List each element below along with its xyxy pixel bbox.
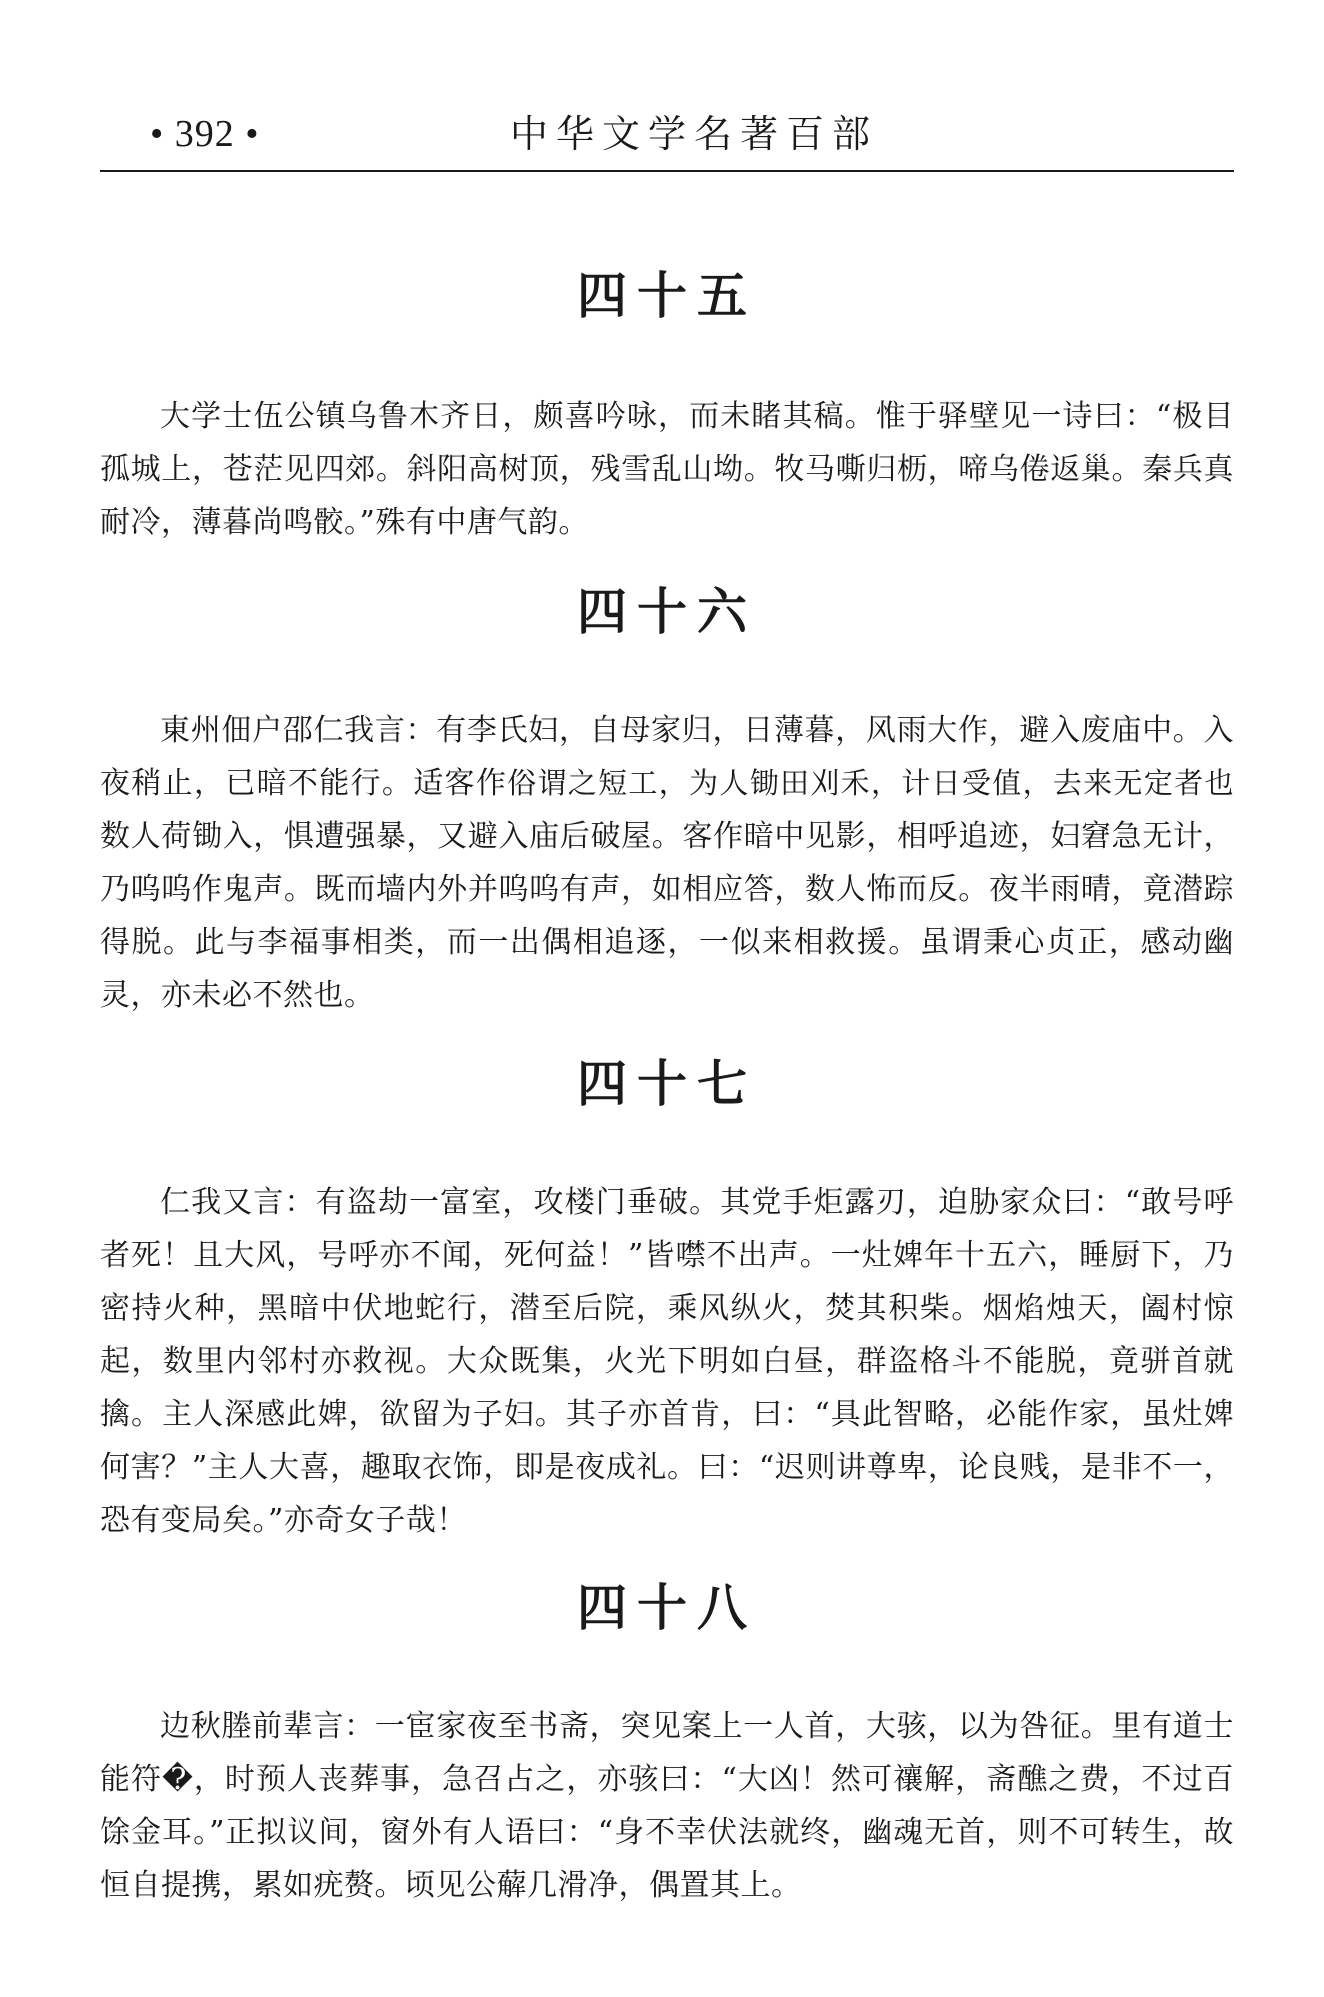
paragraph-text: 仁我又言：有盗劫一富室，攻楼门垂破。其党手炬露刃，迫胁家众曰：“敢号呼者死！且大风，号呼亦不闻，死何益！”皆噤不出声。一灶婢年十五六，睡厨下，乃密持火种，黑暗中伏地蛇行，潜至后院，乘风纵火，焚其积柴。烟焰烛天，阖村惊起，数里内邻村亦救视。大众既集，火光下明如白昼，群盗格斗不能脱，竟骈首就擒。主人深感此婢，欲留为子妇。其子亦首肯，曰：“具此智略，必能作家，虽灶婢何害？”主人大喜，趣取衣饰，即是夜成礼。曰：“迟则讲尊卑，论良贱，是非不一，恐有变局矣。”亦奇女子哉！ — [100, 1185, 1234, 1538]
section-heading: 四十六 — [577, 583, 757, 641]
section-paragraph — [100, 704, 1234, 1022]
section-paragraph — [100, 390, 1234, 549]
section-paragraph — [100, 1700, 1234, 1912]
paragraph-text: 東州佃户邵仁我言：有李氏妇，自母家归，日薄暮，风雨大作，避入废庙中。入夜稍止，已暗不能行。适客作 — [100, 713, 1234, 801]
paragraph-text: 边秋塍前辈言：一宦家夜至书斋，突见案上一人首，大骇，以为咎征。里有道士能符�，时预人丧葬事，急召占之，亦骇曰：“大凶！然可禳解，斋醮之费，不过百馀金耳。”正拟议间，窗外有人语曰：“身不幸伏法就终，幽魂无首，则不可转生，故恒自提携，累如疣赘。顷见公薢几滑净，偶置其上。 — [100, 1709, 1234, 1903]
page-number: • 392 • — [150, 113, 260, 155]
section-46 — [100, 582, 1234, 1022]
section-heading: 四十七 — [577, 1055, 757, 1113]
section-45 — [100, 266, 1234, 549]
section-heading: 四十五 — [577, 267, 757, 325]
paragraph-text: 大学士伍公镇乌鲁木齐日，颇喜吟咏，而未睹其稿。惟于驿壁见一诗曰：“极目孤城上，苍茫见四郊。斜阳高树顶，残雪乱山坳。牧马嘶归枥，啼乌倦返巢。秦兵真耐冷，薄暮尚鸣骹。”殊有中唐气韵。 — [100, 399, 1234, 540]
paragraph-text: 数人荷锄入，惧遭强暴，又避入庙后破屋。客作暗中见影，相呼追迹，妇窘急无计，乃呜呜作鬼声。既而墙内外并呜呜有声，如相应答，数人怖而反。夜半雨晴，竟潜踪得脱。此与李福事相类，而一出偶相追逐，一似来相救援。虽谓秉心贞正，感动幽灵，亦未必不然也。 — [100, 819, 1234, 1013]
section-47 — [100, 1054, 1234, 1547]
section-48 — [100, 1578, 1234, 1912]
inline-annotation: 俗谓之短工，为人锄田刈禾，计日受值，去来无定者也 — [507, 766, 1234, 800]
section-paragraph — [100, 1176, 1234, 1547]
section-heading: 四十八 — [577, 1579, 757, 1637]
book-title: 中华文学名著百部 — [510, 112, 879, 156]
page-header — [100, 108, 1234, 172]
